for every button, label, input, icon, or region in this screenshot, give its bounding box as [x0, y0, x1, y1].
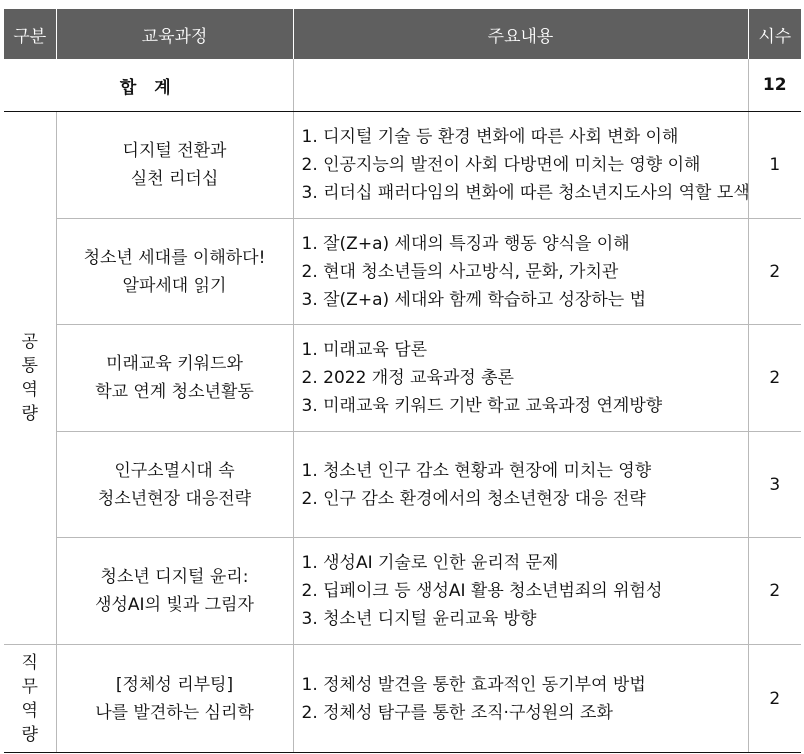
category-cell — [4, 112, 56, 645]
curriculum-table — [4, 9, 801, 753]
content-item: 2. 2022 개정 교육과정 총론 — [301, 368, 514, 388]
content-cell — [293, 432, 748, 538]
content-cell — [293, 325, 748, 432]
course-title-line: 실천 리더십 — [130, 169, 219, 189]
content-item: 3. 미래교육 키워드 기반 학교 교육과정 연계방향 — [301, 396, 663, 416]
content-cell — [293, 112, 748, 219]
course-title-line: 청소년현장 대응전략 — [97, 488, 252, 509]
table-row — [4, 432, 801, 538]
content-list — [302, 230, 748, 314]
category-cell — [4, 645, 56, 753]
content-item: 2. 딥페이크 등 생성AI 활용 청소년범죄의 위험성 — [301, 581, 663, 601]
hours-cell: 1 — [748, 112, 801, 219]
hours-cell: 2 — [748, 325, 801, 432]
total-hours: 12 — [748, 59, 801, 112]
hours-cell: 2 — [748, 645, 801, 753]
content-item: 1. 미래교육 담론 — [301, 340, 428, 360]
hours-cell: 3 — [748, 432, 801, 538]
course-title-line: 청소년 디지털 윤리: — [100, 567, 249, 587]
content-item: 1. 잘(Z+a) 세대의 특징과 행동 양식을 이해 — [301, 233, 630, 254]
category-label: 공통역량 — [21, 332, 38, 424]
hours-cell: 2 — [748, 219, 801, 325]
header-hours: 시수 — [748, 9, 801, 59]
total-content-empty — [293, 59, 748, 112]
content-item: 1. 정체성 발견을 통한 효과적인 동기부여 방법 — [301, 674, 646, 695]
course-title-line: 미래교육 키워드와 — [106, 354, 243, 374]
table-row — [4, 325, 801, 432]
course-title-line: 학교 연계 청소년활동 — [95, 382, 254, 402]
header-category: 구분 — [4, 9, 56, 59]
course-cell — [56, 538, 293, 645]
course-cell — [56, 325, 293, 432]
content-item: 3. 청소년 디지털 윤리교육 방향 — [301, 609, 537, 629]
content-item: 1. 청소년 인구 감소 현황과 현장에 미치는 영향 — [301, 460, 652, 481]
content-list — [302, 457, 748, 513]
course-cell — [56, 645, 293, 753]
content-cell — [293, 538, 748, 645]
content-item: 1. 디지털 기술 등 환경 변화에 따른 사회 변화 이해 — [301, 127, 679, 147]
content-list — [302, 123, 748, 207]
course-title-line: [정체성 리부팅] — [115, 674, 234, 695]
content-item: 3. 리더십 패러다임의 변화에 따른 청소년지도사의 역할 모색 — [301, 183, 750, 203]
total-label: 합 계 — [4, 59, 293, 112]
table-row — [4, 538, 801, 645]
content-list — [302, 549, 748, 633]
content-item: 2. 인공지능의 발전이 사회 다방면에 미치는 영향 이해 — [301, 155, 701, 175]
content-item: 2. 정체성 탐구를 통한 조직·구성원의 조화 — [301, 702, 613, 723]
content-item: 2. 현대 청소년들의 사고방식, 문화, 가치관 — [301, 261, 619, 282]
course-title-line: 인구소멸시대 속 — [114, 460, 235, 481]
content-item: 2. 인구 감소 환경에서의 청소년현장 대응 전략 — [301, 488, 646, 509]
content-list — [302, 336, 748, 420]
content-cell — [293, 645, 748, 753]
category-label: 직무역량 — [21, 652, 38, 745]
course-title-line: 디지털 전환과 — [122, 141, 227, 161]
table-row — [4, 112, 801, 219]
table-row — [4, 645, 801, 753]
content-list — [302, 671, 748, 727]
total-row — [4, 59, 801, 112]
header-course: 교육과정 — [56, 9, 293, 59]
course-title-line: 청소년 세대를 이해하다! — [83, 247, 266, 268]
hours-cell: 2 — [748, 538, 801, 645]
content-item: 3. 잘(Z+a) 세대와 함께 학습하고 성장하는 법 — [301, 289, 647, 310]
table-row — [4, 219, 801, 325]
header-row — [4, 9, 801, 59]
course-cell — [56, 112, 293, 219]
course-cell — [56, 219, 293, 325]
header-content: 주요내용 — [293, 9, 748, 59]
content-cell — [293, 219, 748, 325]
course-title-line: 생성AI의 빛과 그림자 — [95, 595, 254, 615]
course-cell — [56, 432, 293, 538]
course-title-line: 나를 발견하는 심리학 — [95, 702, 254, 723]
content-item: 1. 생성AI 기술로 인한 윤리적 문제 — [301, 553, 559, 573]
course-title-line: 알파세대 읽기 — [122, 275, 227, 296]
